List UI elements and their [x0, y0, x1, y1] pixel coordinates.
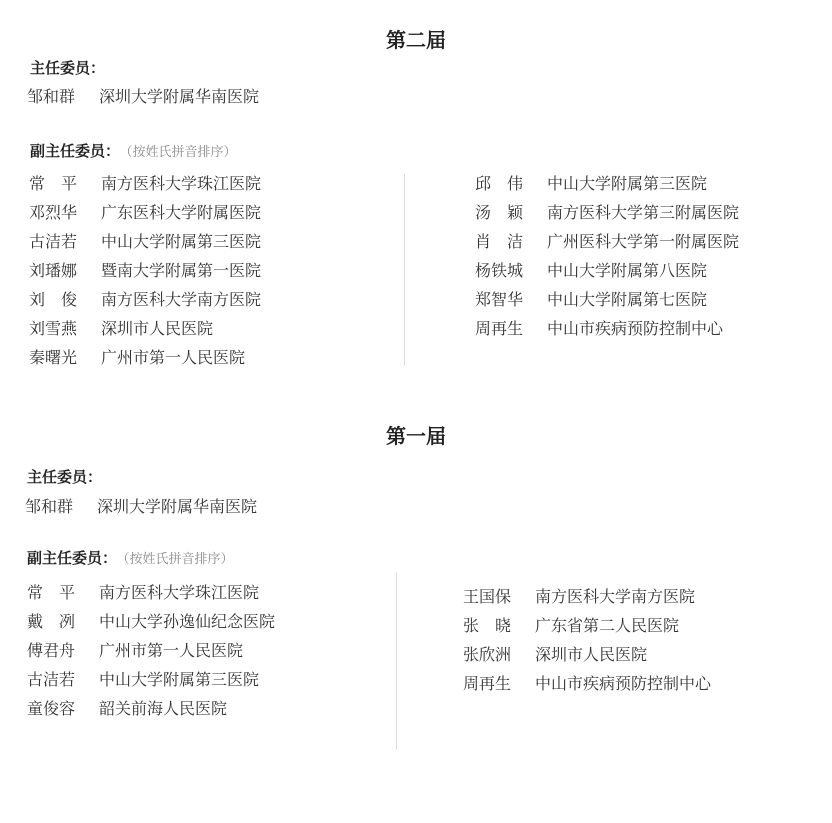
person-org: 南方医科大学南方医院 — [101, 290, 262, 309]
person-org: 中山大学附属第八医院 — [547, 261, 708, 280]
person-org: 韶关前海人民医院 — [99, 699, 228, 718]
person-org: 广州医科大学第一附属医院 — [547, 232, 740, 251]
person-org: 深圳市人民医院 — [101, 319, 214, 338]
person-name: 周再生 — [475, 319, 524, 338]
person-name: 邹和群 — [27, 87, 76, 106]
person-org: 南方医科大学第三附属医院 — [547, 203, 740, 222]
list-item — [29, 289, 261, 318]
list-item — [463, 586, 711, 615]
person-name: 肖 洁 — [475, 232, 524, 251]
list-item — [463, 673, 711, 702]
person-name: 周再生 — [463, 674, 512, 693]
person-name: 童俊容 — [27, 699, 76, 718]
person-org: 广东医科大学附属医院 — [101, 203, 262, 222]
person-name: 常 平 — [29, 174, 78, 193]
person-org: 暨南大学附属第一医院 — [101, 261, 262, 280]
list-item — [27, 611, 275, 640]
person-org: 南方医科大学珠江医院 — [99, 583, 260, 602]
sort-note: （按姓氏拼音排序） — [123, 552, 234, 567]
list-item — [475, 289, 739, 318]
person-name: 张 晓 — [463, 616, 512, 635]
person-name: 刘 俊 — [29, 290, 78, 309]
vice-chair-label-text: 副主任委员： — [27, 549, 118, 567]
person-org: 中山大学孙逸仙纪念医院 — [99, 612, 276, 631]
person-name: 古洁若 — [29, 232, 78, 251]
vice-chair-label — [30, 141, 237, 163]
person-name: 郑智华 — [475, 290, 524, 309]
list-item — [29, 173, 261, 202]
vice-chair-list-left — [27, 582, 275, 727]
list-item — [475, 202, 739, 231]
list-item — [475, 173, 739, 202]
person-name: 古洁若 — [27, 670, 76, 689]
list-item — [463, 644, 711, 673]
session-title: 第二届 — [386, 28, 446, 52]
person-name: 刘雪燕 — [29, 319, 78, 338]
person-name: 戴 冽 — [27, 612, 76, 631]
person-name: 张欣洲 — [463, 645, 512, 664]
list-item — [29, 318, 261, 347]
chair-label: 主任委员： — [30, 59, 106, 77]
person-org: 中山大学附属第三医院 — [547, 174, 708, 193]
person-name: 汤 颖 — [475, 203, 524, 222]
session-title: 第一届 — [386, 424, 446, 448]
list-item — [463, 615, 711, 644]
person-org: 南方医科大学南方医院 — [535, 587, 696, 606]
list-item — [29, 347, 261, 376]
chair-entry — [27, 86, 259, 108]
person-name: 傅君舟 — [27, 641, 76, 660]
vice-chair-list-right — [475, 173, 739, 347]
person-name: 邱 伟 — [475, 174, 524, 193]
person-name: 王国保 — [463, 587, 512, 606]
person-name: 秦曙光 — [29, 348, 78, 367]
person-name: 邓烈华 — [29, 203, 78, 222]
person-name: 杨铁城 — [475, 261, 524, 280]
person-org: 深圳大学附属华南医院 — [99, 87, 260, 106]
chair-label: 主任委员： — [27, 468, 103, 486]
person-org: 中山市疾病预防控制中心 — [535, 674, 712, 693]
sort-note: （按姓氏拼音排序） — [126, 145, 237, 160]
person-org: 广东省第二人民医院 — [535, 616, 680, 635]
list-item — [29, 260, 261, 289]
list-item — [29, 231, 261, 260]
list-item — [29, 202, 261, 231]
column-divider — [404, 174, 405, 366]
person-name: 刘璠娜 — [29, 261, 78, 280]
list-item — [475, 318, 739, 347]
list-item — [27, 640, 275, 669]
vice-chair-list-left — [29, 173, 261, 376]
person-org: 深圳市人民医院 — [535, 645, 648, 664]
list-item — [475, 260, 739, 289]
list-item — [475, 231, 739, 260]
vice-chair-list-right — [463, 586, 711, 702]
person-org: 中山市疾病预防控制中心 — [547, 319, 724, 338]
person-name: 常 平 — [27, 583, 76, 602]
person-org: 南方医科大学珠江医院 — [101, 174, 262, 193]
person-org: 中山大学附属第三医院 — [101, 232, 262, 251]
vice-chair-label — [27, 548, 234, 570]
vice-chair-label-text: 副主任委员： — [30, 142, 121, 160]
person-org: 中山大学附属第七医院 — [547, 290, 708, 309]
person-org: 中山大学附属第三医院 — [99, 670, 260, 689]
list-item — [27, 698, 275, 727]
list-item — [27, 669, 275, 698]
person-name: 邹和群 — [25, 497, 74, 516]
person-org: 广州市第一人民医院 — [99, 641, 244, 660]
column-divider — [396, 572, 397, 750]
chair-entry — [25, 496, 257, 518]
list-item — [27, 582, 275, 611]
person-org: 深圳大学附属华南医院 — [97, 497, 258, 516]
person-org: 广州市第一人民医院 — [101, 348, 246, 367]
